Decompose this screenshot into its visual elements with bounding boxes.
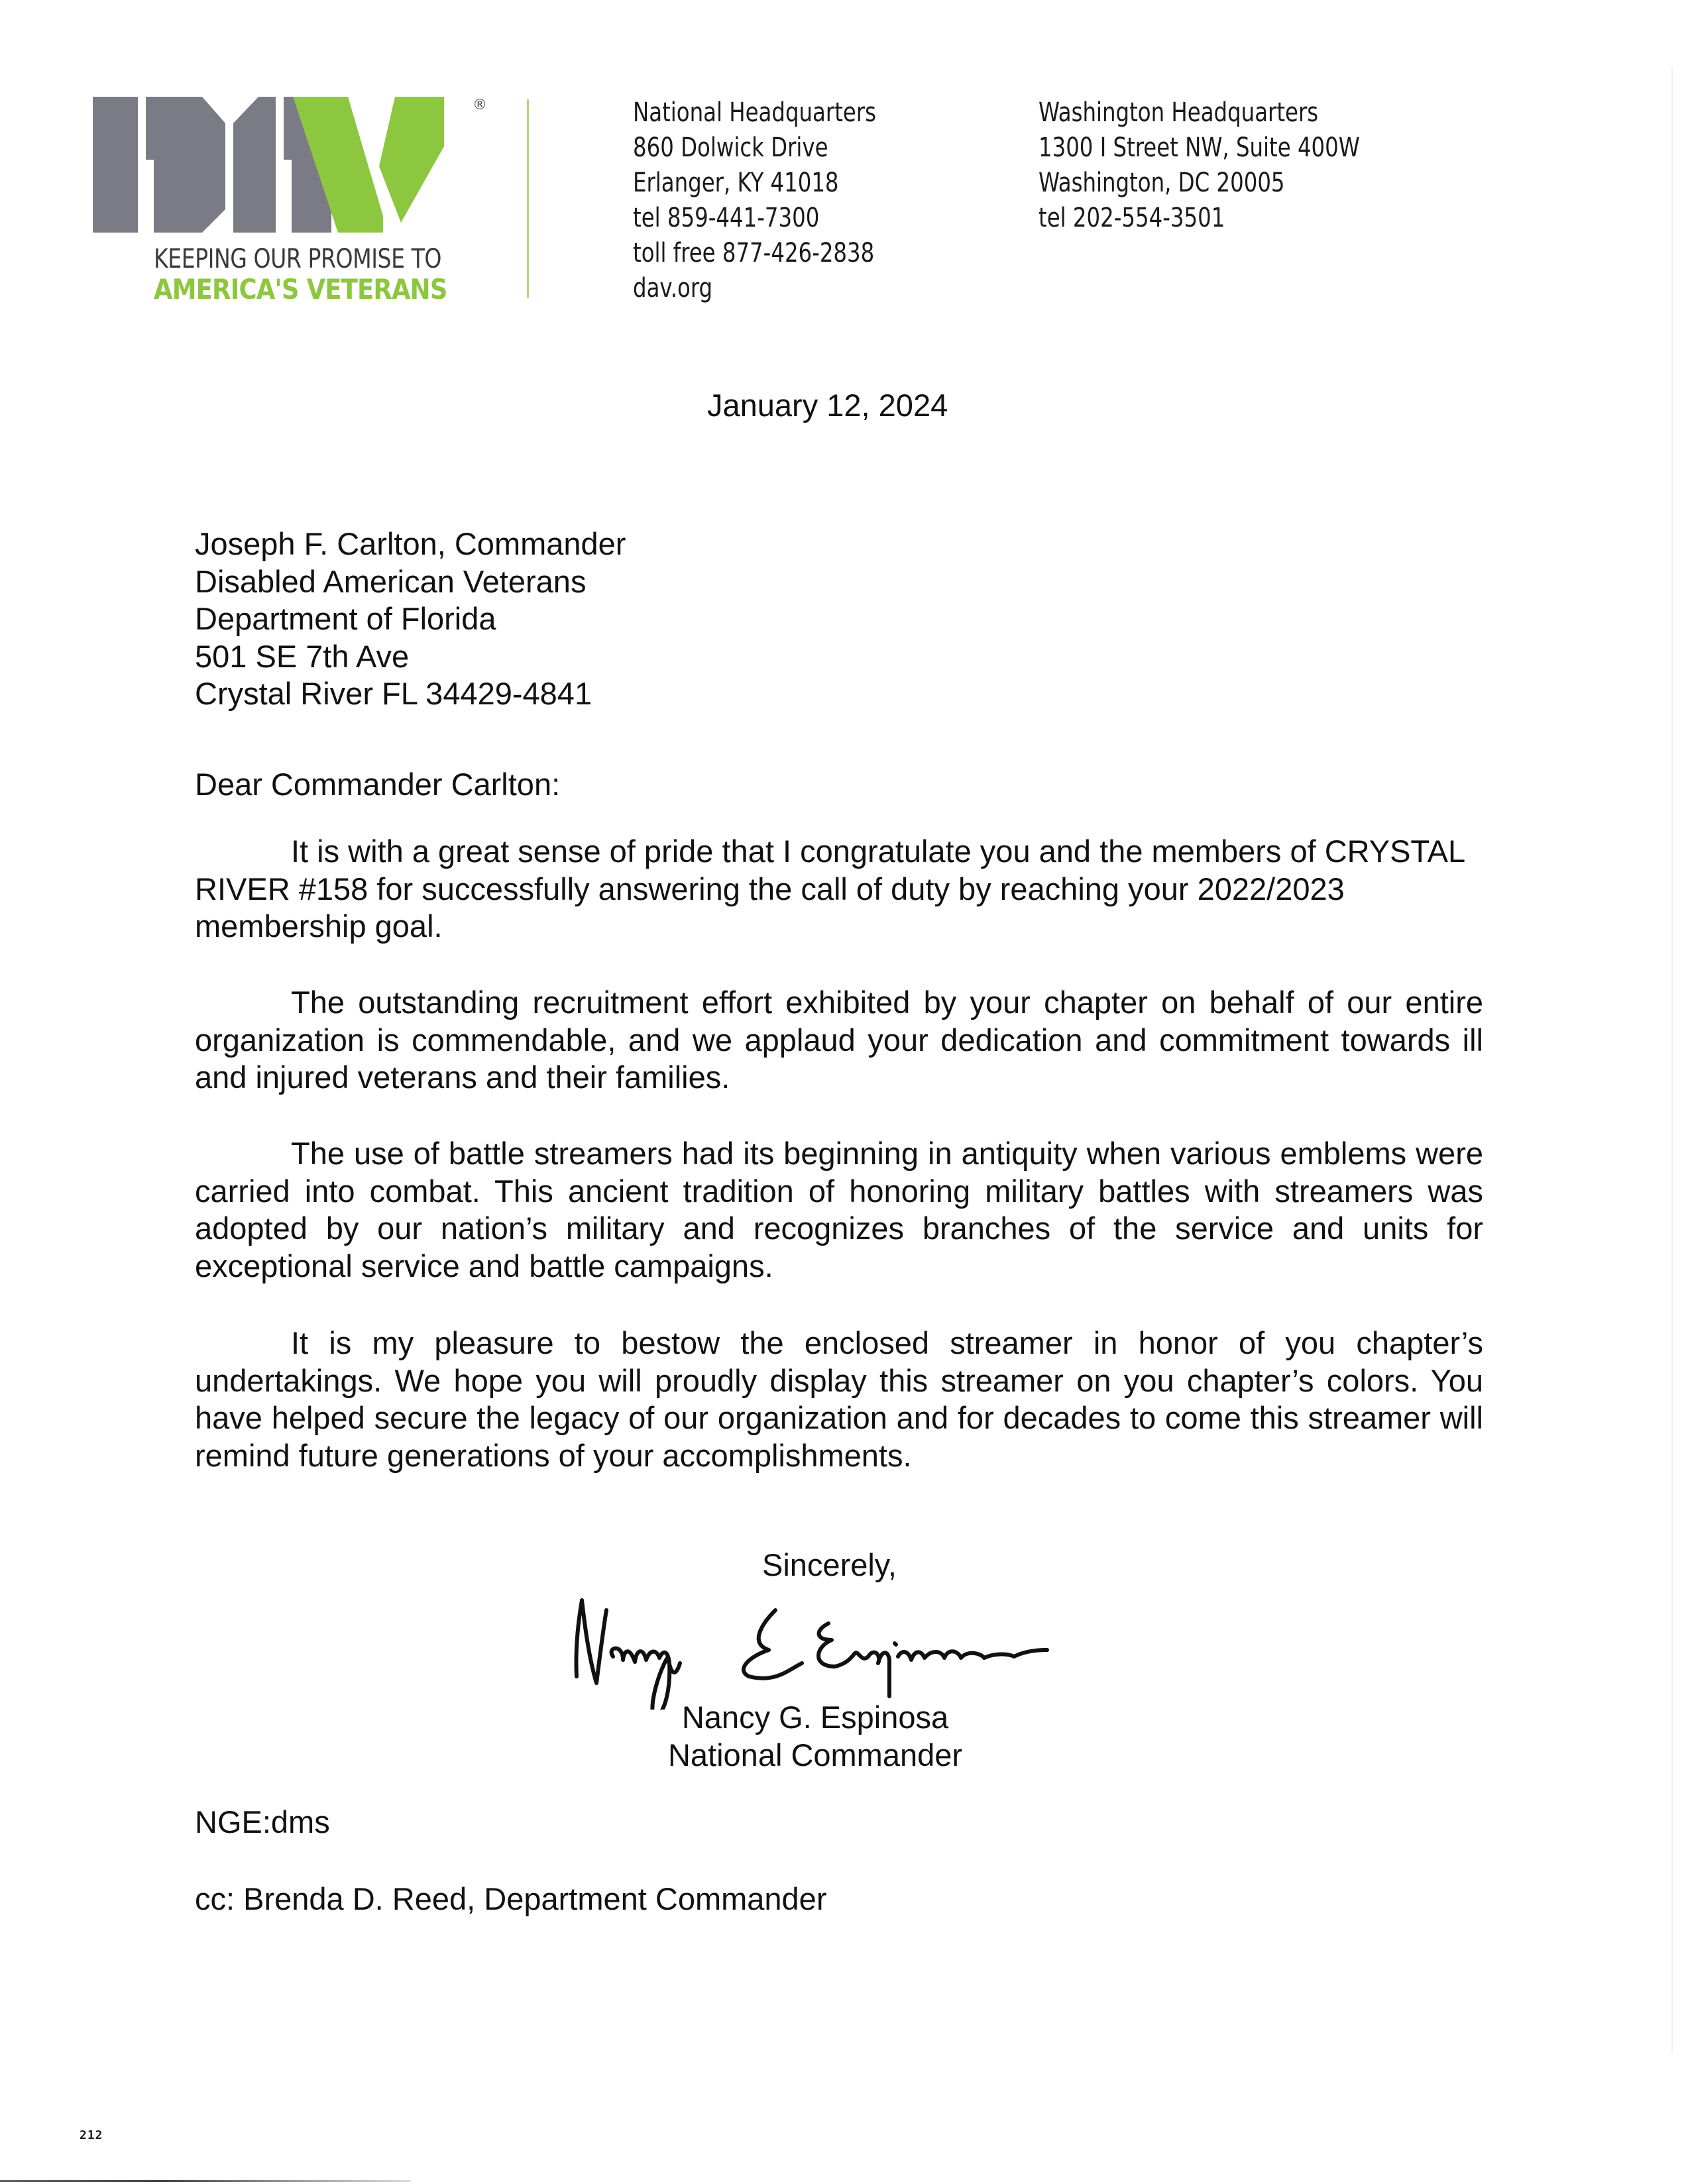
handwritten-signature-icon bbox=[550, 1584, 1094, 1710]
tagline-line2: AMERICA'S VETERANS bbox=[154, 273, 447, 305]
signer-block bbox=[583, 1698, 1047, 1774]
recipient-line: Department of Florida bbox=[195, 601, 496, 636]
signer-name: Nancy G. Espinosa bbox=[681, 1700, 949, 1735]
logo-a-left bbox=[233, 97, 276, 233]
recipient-line: 501 SE 7th Ave bbox=[195, 638, 410, 674]
scan-right-edge bbox=[1671, 66, 1673, 2054]
salutation: Dear Commander Carlton: bbox=[195, 767, 561, 802]
page-code: 212 bbox=[80, 2128, 103, 2142]
dav-logo-mark-icon bbox=[93, 97, 477, 239]
logo-v-right bbox=[379, 97, 444, 223]
recipient-line: Disabled American Veterans bbox=[195, 563, 587, 599]
recipient-address bbox=[195, 525, 626, 713]
dav-logo bbox=[93, 97, 490, 305]
body-paragraph: The outstanding recruitment effort exhibited by your chapter on behalf of our entire organization is commendable, and we applaud your dedication and commitment towards ill and injured veterans and their families. bbox=[195, 985, 1483, 1095]
signer-title: National Commander bbox=[667, 1737, 963, 1773]
logo-d-stem bbox=[93, 97, 138, 233]
national-hq-title: National Headquarters bbox=[633, 97, 877, 128]
cc-line: cc: Brenda D. Reed, Department Commander bbox=[195, 1881, 827, 1916]
body-paragraph: The use of battle streamers had its beginning in antiquity when various emblems were carried into combat. This ancient tradition of honoring military battles with streamers was adopted by our nation’s military and recognizes branches of the service and units for exceptional service and battle campaigns. bbox=[195, 1136, 1483, 1283]
national-hq-toll-free: toll free 877-426-2838 bbox=[633, 238, 875, 268]
recipient-line: Crystal River FL 34429-4841 bbox=[195, 676, 592, 711]
body-paragraph: It is my pleasure to bestow the enclosed streamer in honor of you chapter’s undertakings. We hope you will proudly display this streamer on you chapter’s colors. You have helped secure the legacy of our organization and for decades to come this streamer will remind future generations of your accomplishments. bbox=[195, 1325, 1483, 1473]
letter-date: January 12, 2024 bbox=[707, 388, 948, 423]
washington-hq-tel: tel 202-554-3501 bbox=[1039, 203, 1225, 233]
washington-hq-address2: Washington, DC 20005 bbox=[1039, 168, 1285, 198]
recipient-line: Joseph F. Carlton, Commander bbox=[195, 526, 626, 561]
tagline-line1: KEEPING OUR PROMISE TO bbox=[154, 244, 441, 274]
logo-d-bowl bbox=[146, 97, 225, 233]
national-hq-address1: 860 Dolwick Drive bbox=[633, 133, 828, 163]
reference-initials: NGE:dms bbox=[195, 1804, 330, 1839]
body-paragraph: It is with a great sense of pride that I congratulate you and the members of CRYSTAL RIVER #158 for successfully answering the call of duty by reaching your 2022/2023 membership goal. bbox=[195, 834, 1465, 944]
washington-hq-address1: 1300 I Street NW, Suite 400W bbox=[1039, 133, 1360, 163]
closing: Sincerely, bbox=[762, 1547, 897, 1582]
national-hq-address2: Erlanger, KY 41018 bbox=[633, 168, 839, 198]
washington-hq-title: Washington Headquarters bbox=[1039, 97, 1319, 128]
registered-mark: ® bbox=[473, 97, 487, 113]
scan-edge-line bbox=[0, 2180, 411, 2182]
national-hq-web: dav.org bbox=[633, 273, 713, 303]
national-hq-address bbox=[633, 95, 876, 306]
letterhead-divider bbox=[527, 99, 529, 298]
national-hq-tel: tel 859-441-7300 bbox=[633, 203, 820, 233]
washington-hq-address bbox=[1039, 95, 1360, 236]
